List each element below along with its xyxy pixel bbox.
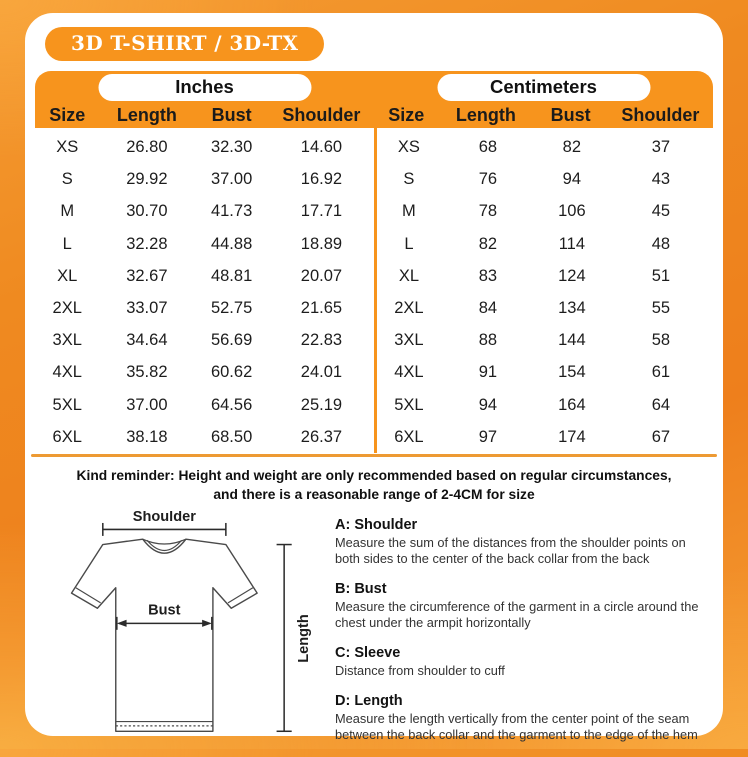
measure-cell: 58 (651, 331, 671, 350)
measure-cell: 26.80 (126, 138, 168, 156)
definition-description: Measure the circumference of the garment in a circle around the chest under the armpit horizontally (335, 598, 699, 631)
measure-cell: 97 (478, 427, 498, 446)
tshirt-measurement-diagram (51, 511, 323, 740)
size-cell: XL (398, 266, 419, 285)
measure-cell: 43 (651, 170, 671, 189)
centimeters-unit-pill: Centimeters (437, 74, 650, 101)
size-cell: S (403, 170, 415, 189)
measure-cell: 45 (651, 202, 671, 221)
size-cell: 5XL (394, 395, 424, 414)
column-header-size: Size (49, 105, 86, 125)
measure-cell: 48 (651, 234, 671, 253)
measure-cell: 25.19 (300, 395, 343, 414)
measure-cell: 91 (478, 363, 498, 382)
measure-cell: 16.92 (300, 170, 343, 189)
measure-cell: 154 (558, 363, 586, 382)
table-bodies (35, 128, 713, 453)
table-row (377, 292, 713, 324)
column-header-shoulder: Shoulder (621, 105, 700, 125)
measure-cell: 84 (478, 298, 498, 317)
size-cell: 2XL (394, 298, 424, 317)
size-cell: 4XL (52, 363, 82, 382)
table-row (377, 131, 713, 163)
definition-term: D: Length (335, 692, 403, 709)
column-header-size: Size (388, 105, 425, 125)
measure-cell: 78 (478, 202, 498, 221)
definition-shoulder (335, 517, 713, 568)
table-row (377, 356, 713, 388)
measure-cell: 56.69 (210, 331, 253, 350)
inches-table-body (35, 128, 374, 453)
measure-cell: 32.30 (210, 138, 253, 156)
definition-length (335, 693, 713, 744)
column-header-length: Length (455, 105, 516, 125)
measure-cell: 68 (478, 138, 498, 156)
measure-cell: 134 (558, 298, 586, 317)
table-row (35, 163, 374, 195)
measure-cell: 106 (558, 202, 586, 221)
measure-cell: 44.88 (210, 234, 253, 253)
centimeters-header (374, 71, 713, 128)
measure-cell: 48.81 (210, 266, 253, 285)
size-cell: XS (56, 138, 79, 156)
definition-sleeve (335, 645, 713, 680)
measure-cell: 164 (558, 395, 586, 414)
measure-cell: 22.83 (300, 331, 343, 350)
product-title-badge: 3D T-SHIRT / 3D-TX (45, 27, 324, 61)
measure-cell: 67 (651, 427, 671, 446)
table-row (35, 260, 374, 292)
table-header-band (35, 71, 713, 128)
measure-cell: 26.37 (300, 427, 343, 446)
measure-cell: 60.62 (210, 363, 253, 382)
size-chart-card (25, 13, 723, 743)
centimeters-table-body (374, 128, 713, 453)
size-cell: 6XL (394, 427, 424, 446)
measure-cell: 37.00 (126, 395, 168, 414)
definition-term: C: Sleeve (335, 645, 401, 661)
measure-cell: 64 (651, 395, 671, 414)
measure-cell: 34.64 (126, 331, 168, 350)
length-line (277, 544, 292, 731)
size-cell: 2XL (52, 298, 82, 317)
measure-cell: 33.07 (126, 298, 168, 317)
table-row (35, 421, 374, 453)
measure-cell: 21.65 (300, 298, 343, 317)
measure-cell: 52.75 (210, 298, 253, 317)
measure-cell: 18.89 (300, 234, 343, 253)
measure-cell: 30.70 (126, 202, 168, 221)
measure-cell: 37 (651, 138, 671, 156)
measurement-guide (51, 511, 713, 757)
inches-unit-pill: Inches (98, 74, 311, 101)
measure-cell: 124 (558, 266, 586, 285)
size-cell: L (62, 234, 72, 253)
measure-cell: 61 (651, 363, 671, 382)
length-label: Length (295, 613, 312, 663)
size-cell: XL (57, 266, 78, 285)
definition-description: Distance from shoulder to cuff (335, 663, 505, 678)
size-tables (35, 71, 713, 453)
size-cell: S (61, 170, 73, 189)
tshirt-outline-icon (72, 539, 258, 731)
measure-cell: 29.92 (126, 170, 168, 189)
measure-cell: 94 (478, 395, 498, 414)
table-row (35, 228, 374, 260)
measure-cell: 82 (478, 234, 498, 253)
kind-reminder (25, 466, 723, 505)
measure-cell: 32.28 (126, 234, 168, 253)
size-cell: XS (397, 138, 420, 156)
shoulder-label: Shoulder (132, 510, 196, 525)
shoulder-arrow (103, 522, 226, 535)
table-row (35, 292, 374, 324)
column-header-shoulder: Shoulder (282, 105, 361, 125)
divider-rule (31, 454, 717, 457)
measure-cell: 37.00 (210, 170, 253, 189)
definition-term: B: Bust (335, 580, 387, 597)
measure-cell: 174 (558, 427, 586, 446)
table-row (35, 389, 374, 421)
table-row (377, 389, 713, 421)
table-row (35, 131, 374, 163)
measure-cell: 114 (558, 234, 586, 253)
measure-cell: 35.82 (126, 363, 168, 382)
table-row (35, 324, 374, 356)
measure-cell: 64.56 (210, 395, 253, 414)
measure-cell: 94 (562, 170, 582, 189)
measure-cell: 55 (651, 298, 671, 317)
table-row (377, 260, 713, 292)
measure-cell: 51 (651, 266, 671, 285)
table-row (377, 421, 713, 453)
size-cell: 6XL (52, 427, 82, 446)
bust-label: Bust (148, 602, 181, 619)
measure-cell: 38.18 (126, 427, 168, 446)
table-row (377, 195, 713, 227)
measure-cell: 83 (478, 266, 498, 285)
definition-description: Measure the length vertically from the center point of the seam between the back collar and the garment to the edge of the hem (335, 710, 698, 743)
inches-header (35, 71, 374, 128)
column-header-bust: Bust (550, 105, 591, 125)
size-cell: M (60, 202, 75, 221)
reminder-line-2: and there is a reasonable range of 2-4CM for size (213, 487, 535, 503)
size-cell: 4XL (394, 363, 424, 382)
table-row (35, 195, 374, 227)
measure-cell: 88 (478, 331, 498, 350)
measure-cell: 82 (562, 138, 582, 156)
measure-cell: 14.60 (300, 138, 343, 156)
measure-cell: 17.71 (300, 202, 343, 221)
table-row (377, 228, 713, 260)
column-header-bust: Bust (211, 105, 252, 125)
definition-description: Measure the sum of the distances from the shoulder points on both sides to the center of the back collar from the back (335, 534, 686, 567)
table-row (377, 163, 713, 195)
measurement-definitions (335, 517, 713, 757)
centimeters-column-headers (374, 105, 713, 126)
definition-term: A: Shoulder (335, 516, 418, 533)
measure-cell: 20.07 (300, 266, 343, 285)
measure-cell: 24.01 (300, 363, 343, 382)
column-header-length: Length (116, 105, 177, 125)
definition-bust (335, 581, 713, 632)
measure-cell: 41.73 (210, 202, 253, 221)
measure-cell: 76 (478, 170, 498, 189)
measure-cell: 32.67 (126, 266, 168, 285)
size-cell: 3XL (52, 331, 82, 350)
reminder-line-1: Kind reminder: Height and weight are only recommended based on regular circumstances, (76, 467, 672, 483)
size-cell: 5XL (52, 395, 82, 414)
table-row (35, 356, 374, 388)
size-cell: M (402, 202, 416, 221)
measure-cell: 144 (558, 331, 586, 350)
measure-cell: 68.50 (210, 427, 253, 446)
inches-column-headers (35, 105, 374, 126)
size-cell: L (404, 234, 414, 253)
size-cell: 3XL (394, 331, 424, 350)
table-row (377, 324, 713, 356)
